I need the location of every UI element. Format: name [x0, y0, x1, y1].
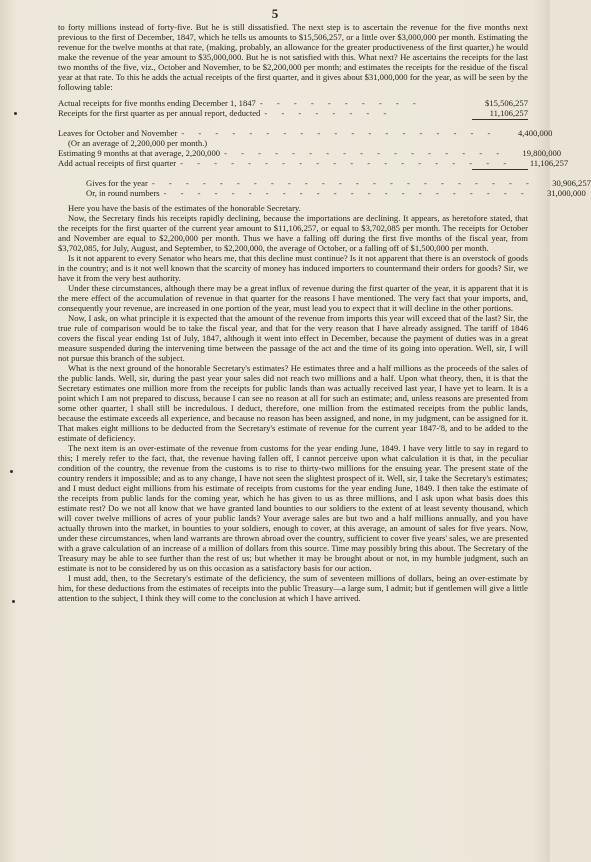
table-row: [58, 188, 586, 198]
margin-mark: [14, 112, 17, 115]
row-label: Gives for the year: [86, 178, 148, 188]
sum-rule: [472, 119, 528, 120]
paragraph: Here you have the basis of the estimates of the honorable Secretary.: [68, 203, 301, 213]
leader-dots: - - - - - - - -: [264, 108, 393, 118]
leader-dots: - - - - - - - - - -: [259, 98, 422, 108]
revenue-table: [58, 98, 591, 198]
leader-dots: - - - - - - - - - - - - - - - - - - - - - - -: [151, 178, 535, 188]
leader-dots: - - - - - - - - - - - - - - - - - - - -: [180, 158, 513, 168]
row-amount: 19,800,000: [522, 148, 562, 158]
table-row: [58, 108, 528, 118]
row-amount: 31,000,000: [547, 188, 586, 198]
paragraph: Is it not apparent to every Senator who hears me, that this decline must continue? Is it not apparent that there is an overstock of goods in the country; and is it not well known that the scarcity of money has induced importers to countermand their orders for goods? Sir, we have it from the very best authority.: [58, 253, 528, 283]
table-row: [58, 138, 528, 148]
row-label: Actual receipts for five months ending December 1, 1847: [58, 98, 256, 108]
row-label: Leaves for October and November: [58, 128, 178, 138]
row-amount: 30,906,257: [552, 178, 591, 188]
leader-dots: - - - - - - - - - - - - - - - - -: [224, 148, 506, 158]
table-row: [58, 98, 528, 108]
leader-dots: - - - - - - - - - - - - - - - - - - - - - -: [163, 188, 530, 198]
row-label: Receipts for the first quarter as per annual report, deducted: [58, 108, 261, 118]
paragraph: Now, the Secretary finds his receipts rapidly declining, because the importations are declining. It appears, as heretofore stated, that the receipts for the first quarter of the current year amount to $11,106,257, or equal to $3,702,085 per month. The receipts for October and November are equal to $2,200,000 per month. Thus we have a falling off during the first five months of the fiscal year, from $3,702,085, for July, August, and September, to $2,200,000, the average of October, or a falling off of $1,500,000 per month.: [58, 213, 528, 253]
row-label: Or, in round numbers: [86, 188, 160, 198]
paragraph: I must add, then, to the Secretary's estimate of the deficiency, the sum of seventeen millions of dollars, being an over-estimate by him, for these deductions from the estimates of receipts into the public Treasury—a large sum, I admit; but if gentlemen will give a little attention to the subject, I think they will come to the conclusion at which I have arrived.: [58, 573, 528, 603]
paragraph: Now, I ask, on what principle it is expected that the amount of the revenue from imports this year will exceed that of the last? Sir, the true rule of comparison would be to take the fiscal year, and that for the very reason that I have already assigned. The tariff of 1846 covers the fiscal year ending 1st of July, 1847, although it went into effect in December, because the payment of duties was in a great measure suspended during the intervening time between the passage of the act and the time of its going into operation. Well, sir, I will not pursue this branch of the subject.: [58, 313, 528, 363]
leader-dots: - - - - - - - - - - - - - - - - - - -: [181, 128, 497, 138]
table-row: [58, 158, 569, 168]
table-row: [58, 128, 553, 138]
table-row: [58, 178, 591, 188]
row-label: Estimating 9 months at that average, 2,200,000: [58, 148, 221, 158]
page-number: 5: [271, 6, 279, 21]
row-amount: 11,106,257: [529, 158, 569, 168]
sum-rule: [472, 169, 528, 170]
row-label: (Or an average of 2,200,000 per month.): [68, 138, 208, 148]
paragraph: to forty millions instead of forty-five. But he is still dissatisfied. The next step is to ascertain the revenue for the five months next previous to the first of December, 1847, which he tells us amounts to $15,506,257, or a little over $3,000,000 per month. Estimating the revenue for the twelve months at that rate, (making, probably, an allowance for the greater productiveness of the first quarter,) he would make the revenue of the year amount to $35,000,000. But he is not satisfied with this. What next? He ascertains the receipts for the last two months of the five, viz., October and November, to be $2,200,000 per month; and estimates the receipts for the residue of the fiscal year at that rate. To this he adds the actual receipts of the first quarter, and it gives about $31,000,000 for the year, as will be seen by the following table:: [58, 22, 528, 92]
row-amount: 4,400,000: [517, 128, 553, 138]
document-body: [58, 22, 591, 603]
paragraph: Under these circumstances, although there may be a great influx of revenue during the first quarter of the year, it is apparent that it is the mere effect of the accumulation of revenue in that quarter for the reasons I have mentioned. The very fact that your imports, and, consequently your revenue, are increased in one portion of the year, must lead you to expect that it will decline in the other portions.: [58, 283, 528, 313]
row-amount: 11,106,257: [489, 108, 528, 118]
row-amount: $15,506,257: [485, 98, 528, 108]
margin-mark: [10, 470, 13, 473]
paragraph: What is the next ground of the honorable Secretary's estimates? He estimates three and a half millions as the proceeds of the sales of the public lands. Well, sir, during the past year your sales did not reach two millions and a half. Upon what theory, then, it is that the Secretary estimates one million more from the receipts for public lands than was actually received last year, I have yet to learn. It is a point which I am not prepared to discuss, because I can see no reason at all for such an estimate; and, unless reasons are presented from some other quarter, I shall still be incredulous. I deduct, therefore, one million from the estimated receipts from the public lands, because the estimate exceeds all experience, and because no reason has been assigned, and none, in my judgment, can be assigned for it. That makes eight millions to be deducted from the Secretary's estimate of revenue for the current year 1847-'8, and to be added to the estimate of deficiency.: [58, 363, 528, 443]
paragraph: The next item is an over-estimate of the revenue from customs for the year ending June, 1849. I have very little to say in regard to this; I merely refer to the fact, that, the revenue having fallen off, I cannot perceive upon what calculation it is that, in the peculiar condition of the country, the revenue from the customs is to rise to thirty-two millions for the ensuing year. The present state of the country renders it impossible; and as to any change, I have not seen the slightest prospect of it. Well, sir, I take the Secretary's estimates; and I must deduct eight millions from his estimate of receipts from customs for the year ending June, 1849. I then take the estimate of the receipts from public lands for the coming year, which he has given to us as three millions, and I ask upon what basis does this estimate rest? Do we not all know that we have granted land bounties to our soldiers to the extent of at least seventy thousand, which will cover twelve millions of acres of your public lands? Your average sales are but two and a half millions annually, and you have actually thrown into the market, in bounties to your soldiers, enough to cover, at this average, an amount of sales for five years. Now, under these circumstances, when land warrants are thrown abroad over the country, sufficient to cover five years' sales, we are presented with a grave calculation of an increase of a million of dollars from this source. Time may possibly bring this about. The Secretary of the Treasury may be able to see further than the rest of us; but whether it may be brought about or not, in my humble judgment, such an estimate is not to be considered by us on this occasion as a satisfactory basis for our action.: [58, 443, 528, 573]
margin-mark: [12, 600, 15, 603]
row-label: Add actual receipts of first quarter: [58, 158, 177, 168]
table-row: [58, 148, 562, 158]
